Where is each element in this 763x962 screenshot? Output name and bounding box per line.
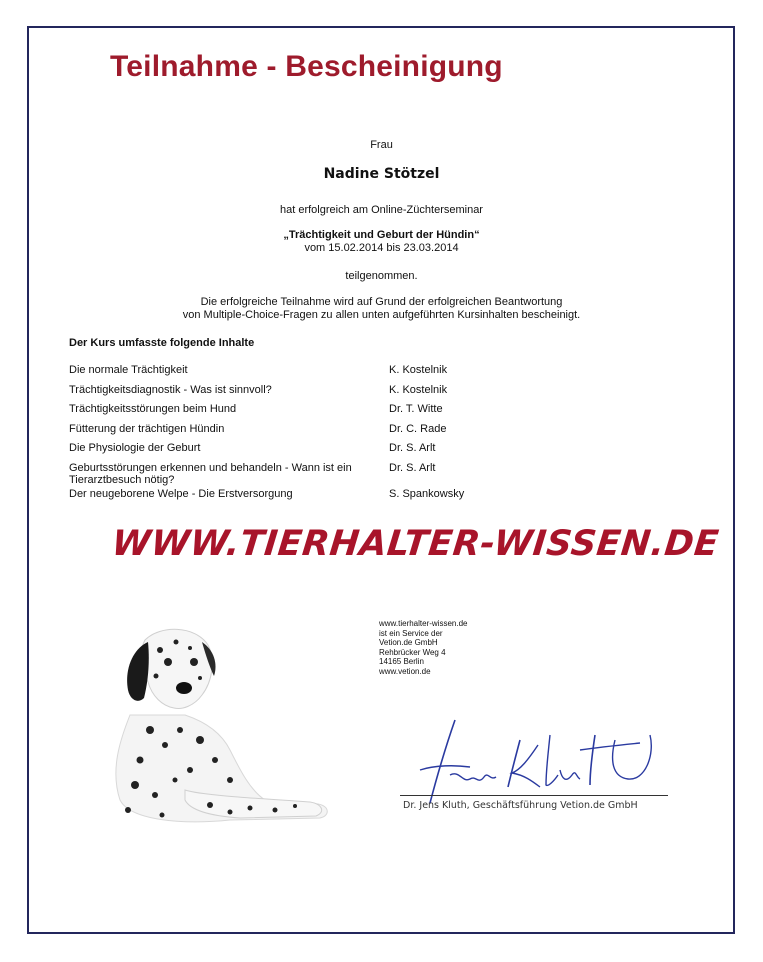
topic-row [69,384,489,404]
recipient-name: Nadine Stötzel [323,166,440,182]
address-line: www.vetion.de [379,666,431,676]
company-address [379,619,467,677]
topic-speaker: S. Spankowsky [389,487,465,500]
topic-row [69,442,489,462]
topic-name: Fütterung der trächtigen Hündin [69,422,225,435]
signature-caption: Dr. Jens Kluth, Geschäftsführung Vetion.de GmbH [403,800,638,811]
course-period: vom 15.02.2014 bis 23.03.2014 [304,242,459,254]
address-line: Rehbrücker Weg 4 [379,647,446,657]
topic-row [69,462,489,488]
topic-name: Trächtigkeitsstörungen beim Hund [69,403,237,415]
topic-row [69,423,489,443]
topic-speaker: Dr. S. Arlt [389,461,436,474]
intro-text: hat erfolgreich am Online-Züchterseminar [280,204,483,216]
participated-text: teilgenommen. [345,270,418,282]
topic-name: Die Physiologie der Geburt [69,442,201,454]
topic-row [69,403,489,423]
topic-name: Trächtigkeitsdiagnostik - Was ist sinnvoll? [69,383,272,396]
website-logo: WWW.TIERHALTER-WISSEN.DE [109,524,721,564]
signature-line [400,795,668,796]
statement-line-2: von Multiple-Choice-Fragen zu allen unten aufgeführten Kursinhalten bescheinigt. [182,309,581,321]
address-line: www.tierhalter-wissen.de [379,619,468,628]
address-line: 14165 Berlin [379,657,424,667]
address-line: ist ein Service der [379,628,443,638]
certificate-title: Teilnahme - Bescheinigung [110,50,503,83]
topic-name: Der neugeborene Welpe - Die Erstversorgung [69,487,293,500]
salutation: Frau [370,139,393,151]
topic-row [69,488,489,508]
topic-speaker: K. Kostelnik [389,383,448,396]
completion-statement [0,296,763,322]
topic-speaker: Dr. C. Rade [389,422,447,435]
topic-speaker: Dr. T. Witte [389,403,443,415]
topic-speaker: Dr. S. Arlt [389,442,436,454]
handwritten-signature [400,715,680,805]
topics-list [69,364,489,507]
course-title: „Trächtigkeit und Geburt der Hündin“ [283,229,480,241]
dalmatian-dog-photo [90,620,335,830]
contents-heading: Der Kurs umfasste folgende Inhalte [69,337,255,349]
topic-name: Die normale Trächtigkeit [69,364,188,376]
topic-row [69,364,489,384]
address-line: Vetion.de GmbH [379,638,438,648]
topic-speaker: K. Kostelnik [389,364,448,376]
statement-line-1: Die erfolgreiche Teilnahme wird auf Grund der erfolgreichen Beantwortung [200,296,563,308]
topic-name: Geburtsstörungen erkennen und behandeln - Wann ist ein Tierarztbesuch nötig? [69,461,352,486]
